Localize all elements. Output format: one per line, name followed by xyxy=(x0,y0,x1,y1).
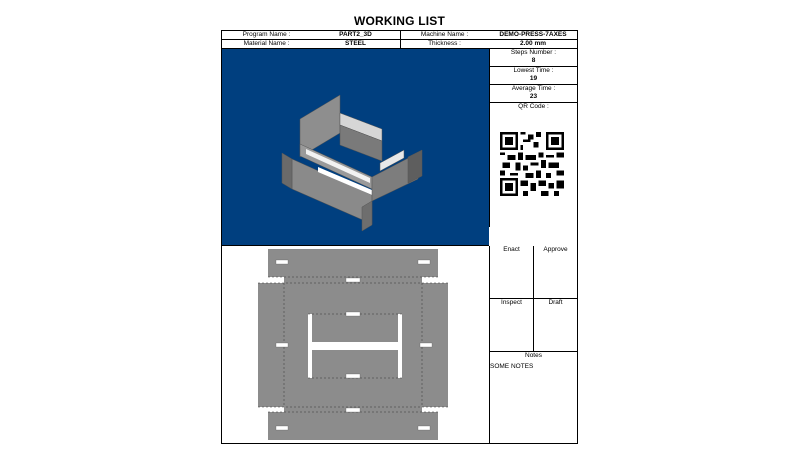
bend-label-box xyxy=(418,260,430,264)
steps-value: 8 xyxy=(531,57,536,64)
qr-module xyxy=(503,163,511,168)
qr-module xyxy=(556,152,564,157)
lowest-time-cell xyxy=(490,67,577,85)
qr-code-icon xyxy=(500,132,564,196)
working-list-frame xyxy=(221,30,578,444)
qr-module xyxy=(515,163,520,171)
bend-label-box xyxy=(420,343,432,347)
qr-module xyxy=(549,183,554,188)
lowest-time-label: Lowest Time : xyxy=(513,67,554,74)
qr-module xyxy=(531,163,539,166)
bend-label-box xyxy=(346,312,360,316)
qr-module xyxy=(520,181,528,186)
part-3d-view[interactable] xyxy=(222,49,489,246)
qr-module xyxy=(533,142,538,147)
enact-box xyxy=(490,246,534,299)
qr-module xyxy=(546,173,551,178)
qr-module xyxy=(538,181,546,186)
qr-module xyxy=(526,155,536,160)
model-face xyxy=(282,153,292,189)
approvals-block xyxy=(489,246,577,443)
qr-module xyxy=(551,137,559,145)
program-name-label: Program Name : xyxy=(242,31,291,38)
steps-label: Steps Number : xyxy=(510,49,557,56)
flat-pattern-view[interactable] xyxy=(222,246,489,443)
draft-box xyxy=(534,299,577,352)
program-name-value: PART2_3D xyxy=(339,31,372,38)
qr-module xyxy=(531,183,536,191)
part-3d-model xyxy=(222,49,489,246)
header-row-material xyxy=(222,40,577,49)
qr-module xyxy=(549,163,559,168)
steps-cell xyxy=(490,49,577,67)
bend-label-box xyxy=(346,374,360,378)
flat-part-segment xyxy=(268,249,438,277)
qr-module xyxy=(536,170,541,178)
qr-module xyxy=(538,152,543,157)
notes-text: SOME NOTES xyxy=(490,363,534,370)
bend-label-box xyxy=(276,426,288,430)
qr-module xyxy=(528,135,533,140)
flat-part-segment xyxy=(268,412,438,440)
qr-module xyxy=(508,155,516,160)
bend-label-box xyxy=(346,278,360,282)
qr-module xyxy=(518,152,523,160)
qr-module xyxy=(523,191,528,196)
thickness-value: 2.00 mm xyxy=(519,40,547,47)
qr-module xyxy=(554,191,559,196)
qr-code-cell xyxy=(490,103,577,227)
stats-column xyxy=(489,49,577,227)
enact-label: Enact xyxy=(503,246,520,253)
draft-label: Draft xyxy=(548,299,563,306)
machine-name-label: Machine Name : xyxy=(420,31,469,38)
qr-code-label: QR Code : xyxy=(518,103,549,110)
qr-module xyxy=(541,191,549,196)
material-name-label: Material Name : xyxy=(243,40,290,47)
header-divider xyxy=(400,40,401,48)
bend-label-box xyxy=(346,408,360,412)
approve-label: Approve xyxy=(543,246,568,253)
qr-module xyxy=(541,160,546,168)
qr-module xyxy=(520,132,525,135)
qr-module xyxy=(556,181,564,189)
bend-label-box xyxy=(276,343,288,347)
qr-module xyxy=(556,170,564,175)
qr-module xyxy=(523,165,528,170)
flat-cutout xyxy=(308,342,402,350)
machine-name-value: DEMO-PRESS-7AXES xyxy=(499,31,567,38)
average-time-label: Average Time : xyxy=(511,85,556,92)
thickness-label: Thickness : xyxy=(428,40,461,47)
bend-label-box xyxy=(418,426,430,430)
header-divider xyxy=(400,31,401,39)
inspect-box xyxy=(490,299,534,352)
qr-module xyxy=(526,173,534,178)
qr-module xyxy=(505,137,513,145)
notes-label: Notes xyxy=(525,352,542,359)
material-name-value: STEEL xyxy=(345,40,366,47)
average-time-cell xyxy=(490,85,577,103)
inspect-label: Inspect xyxy=(501,299,522,306)
lowest-time-value: 19 xyxy=(529,75,538,82)
qr-module xyxy=(500,152,505,155)
document-title: WORKING LIST xyxy=(353,14,446,28)
average-time-value: 23 xyxy=(529,93,538,100)
bend-label-box xyxy=(276,260,288,264)
header-row-program xyxy=(222,31,577,40)
qr-module xyxy=(520,145,523,150)
flat-pattern-drawing xyxy=(222,246,489,443)
qr-module xyxy=(523,140,531,143)
approve-box xyxy=(534,246,577,299)
qr-module xyxy=(510,173,518,176)
qr-module xyxy=(536,132,541,137)
qr-module xyxy=(546,155,554,158)
qr-module xyxy=(500,170,505,175)
qr-module xyxy=(505,183,513,191)
model-face xyxy=(408,150,422,183)
